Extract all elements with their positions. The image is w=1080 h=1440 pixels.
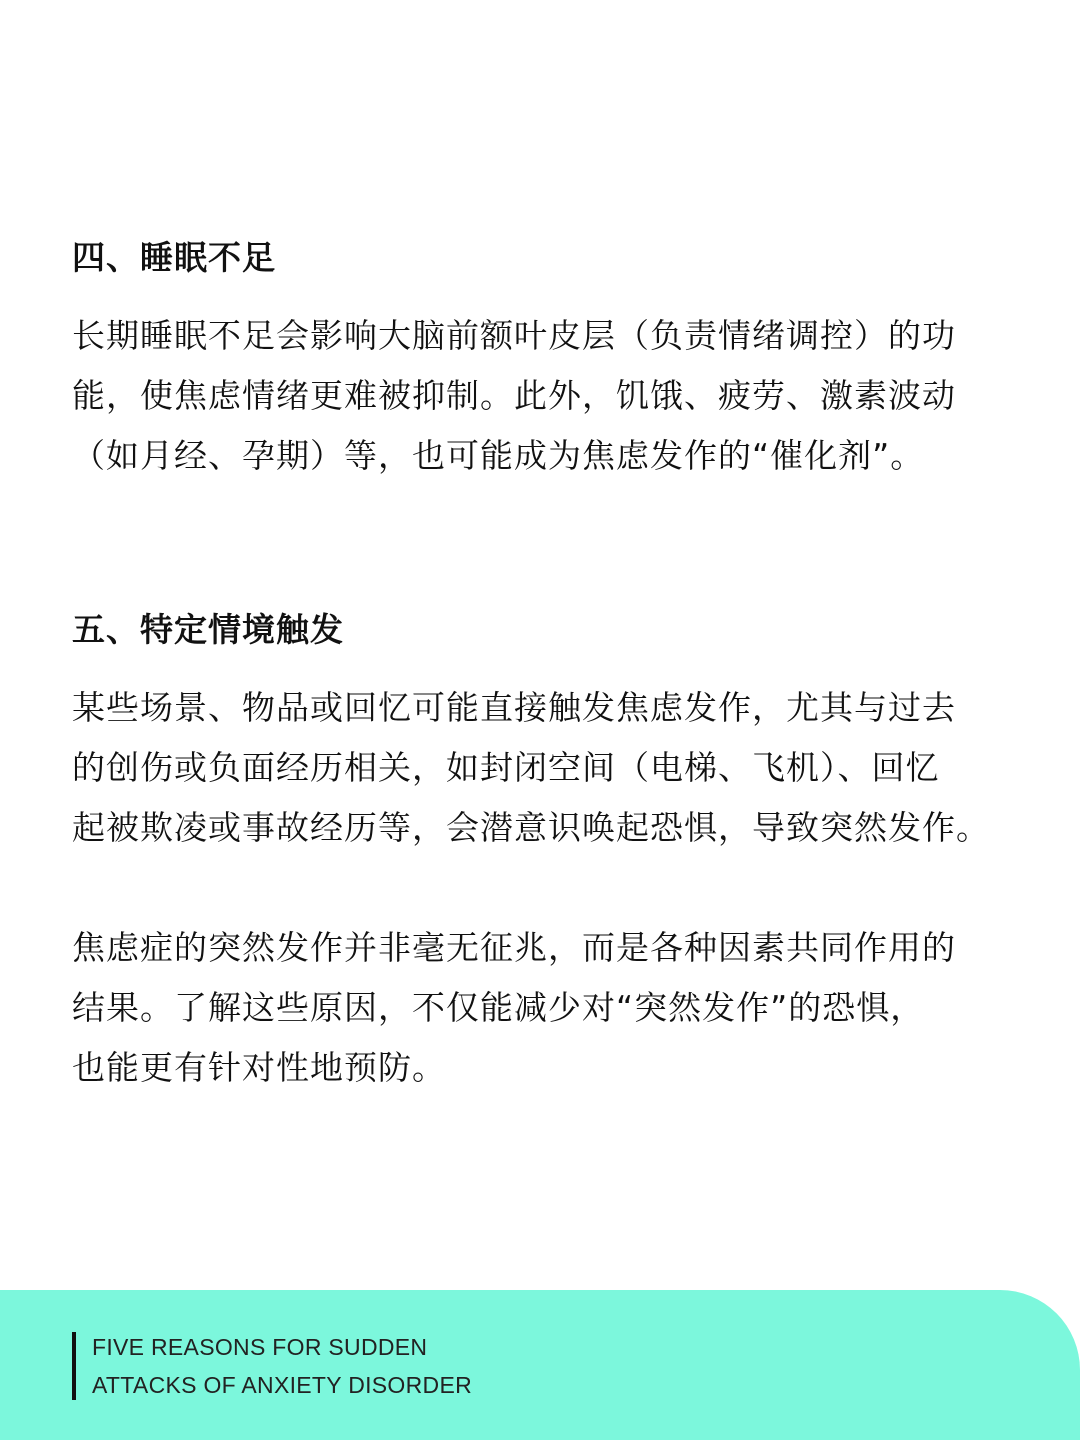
paragraph-line: 某些场景、物品或回忆可能直接触发焦虑发作，尤其与过去 <box>72 688 956 727</box>
footer-accent-bar <box>72 1332 76 1400</box>
paragraph-line: 长期睡眠不足会影响大脑前额叶皮层（负责情绪调控）的功 <box>72 316 956 355</box>
paragraph-line: 起被欺凌或事故经历等，会潜意识唤起恐惧，导致突然发作。 <box>72 808 990 847</box>
footer-banner <box>0 1290 1080 1440</box>
paragraph-line: 焦虑症的突然发作并非毫无征兆，而是各种因素共同作用的 <box>72 928 956 967</box>
section-heading-trigger: 五、特定情境触发 <box>72 610 344 649</box>
conclusion-paragraph <box>72 918 1017 1098</box>
paragraph-line: 结果。了解这些原因，不仅能减少对“突然发作”的恐惧， <box>72 988 925 1027</box>
footer-caption-line-1: FIVE REASONS FOR SUDDEN <box>92 1334 428 1360</box>
footer-caption-line-2: ATTACKS OF ANXIETY DISORDER <box>92 1372 472 1398</box>
section-heading-sleep: 四、睡眠不足 <box>72 238 276 277</box>
footer-caption <box>92 1328 472 1404</box>
paragraph-line: （如月经、孕期）等，也可能成为焦虑发作的“催化剂”。 <box>72 436 925 475</box>
paragraph-line: 的创伤或负面经历相关，如封闭空间（电梯、飞机）、回忆 <box>72 748 940 787</box>
section-paragraph-sleep <box>72 306 1017 486</box>
section-paragraph-trigger <box>72 678 1017 858</box>
paragraph-line: 也能更有针对性地预防。 <box>72 1048 446 1087</box>
paragraph-line: 能，使焦虑情绪更难被抑制。此外，饥饿、疲劳、激素波动 <box>72 376 956 415</box>
